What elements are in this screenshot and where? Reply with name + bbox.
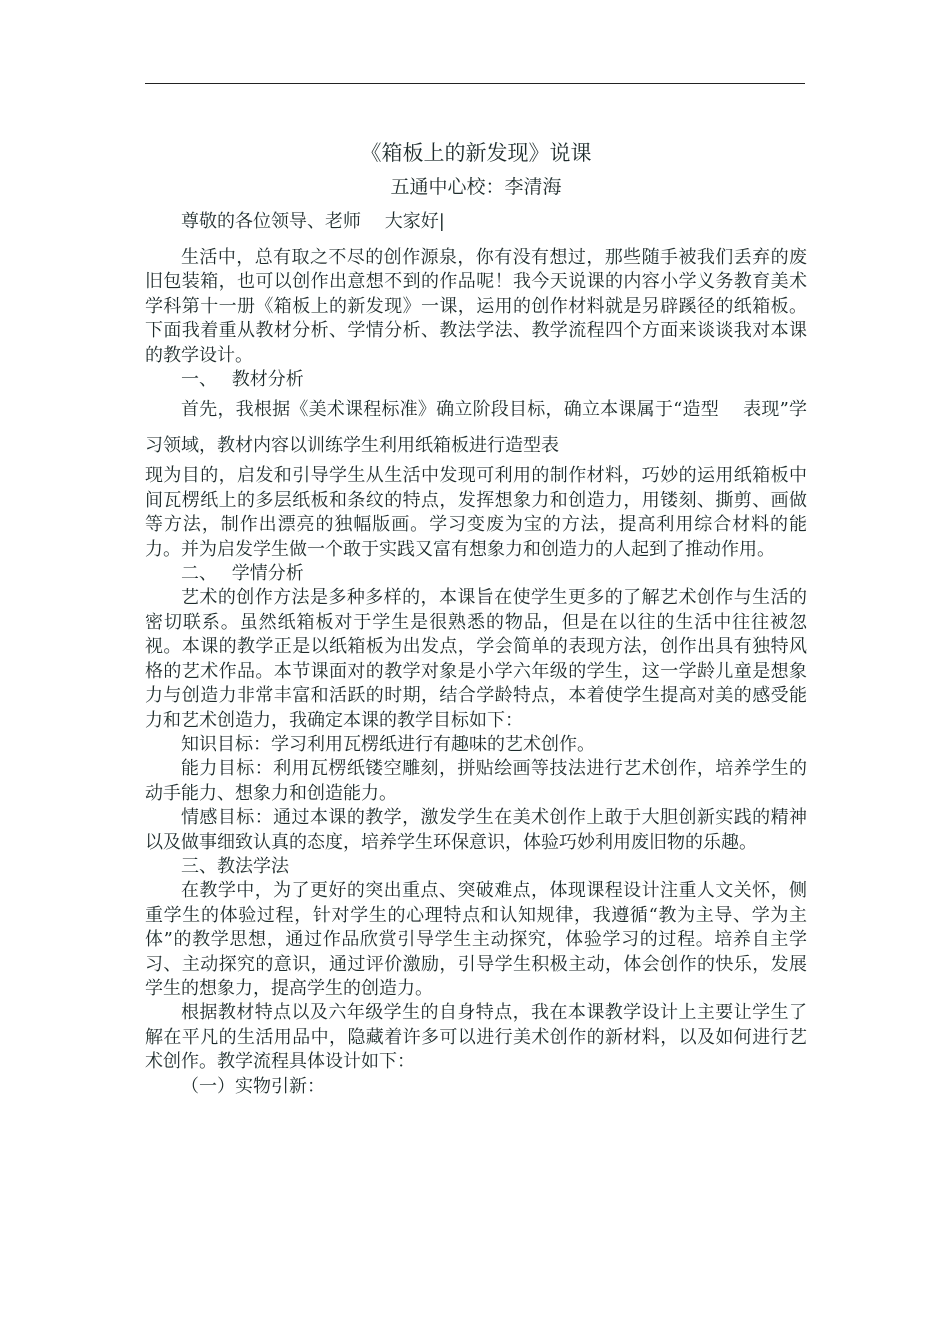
goal-knowledge: 知识目标：学习利用瓦楞纸进行有趣味的艺术创作。 [181,733,595,755]
document-author: 五通中心校：李清海 [390,176,562,198]
greeting: 尊敬的各位领导、老师 大家好| [181,211,445,232]
document-title: 《箱板上的新发现》说课 [360,141,592,165]
section-heading-students: 二、 学情分析 [181,563,304,585]
methods-paragraph: 在教学中，为了更好的突出重点、突破难点，体现课程设计注重人文关怀，侧重学生的体验过程，针对学生的心理特点和认知规律，我遵循“教为主导、学为主体”的教学思想，通过作品欣赏引导学生主动探究，体验学习的过程。培养自主学习、主动探究的意识，通过评价激励，引导学生积极主动，体会创作的快乐，发展学生的想象力，提高学生的创造力。 [145,880,807,999]
students-paragraph: 艺术的创作方法是多种多样的，本课旨在使学生更多的了解艺术创作与生活的密切联系。虽然纸箱板对于学生是很熟悉的物品，但是在以往的生活中往往被忽视。本课的教学正是以纸箱板为出发点，学会简单的表现方法，创作出具有独特风格的艺术作品。本节课面对的教学对象是小学六年级的学生，这一学龄儿童是想象力与创造力非常丰富和活跃的时期，结合学龄特点，本着使学生提高对美的感受能力和艺术创造力，我确定本课的教学目标如下： [145,587,807,731]
goal-ability: 能力目标：利用瓦楞纸镂空雕刻，拼贴绘画等技法进行艺术创作，培养学生的动手能力、想象力和创造能力。 [145,758,807,804]
material-paragraph-start: 首先，我根据《美术课程标准》确立阶段目标，确立本课属于“造型 表现”学习领域，教材内容以训练学生利用纸箱板进行造型表 [145,399,807,457]
material-paragraph-rest: 现为目的，启发和引导学生从生活中发现可利用的制作材料，巧妙的运用纸箱板中间瓦楞纸上的多层纸板和条纹的特点，发挥想象力和创造力，用镂刻、撕剪、画做等方法，制作出漂亮的独幅版画。学习变废为宝的方法，提高利用综合材料的能力。并为启发学生做一个敢于实践又富有想象力和创造力的人起到了推动作用。 [145,465,807,560]
step-heading-1: （一）实物引新： [181,1075,325,1097]
section-heading-material: 一、 教材分析 [181,369,304,391]
header-rule [145,83,805,84]
intro-paragraph: 生活中，总有取之不尽的创作源泉，你有没有想过，那些随手被我们丢弃的废旧包装箱，也可以创作出意想不到的作品呢！我今天说课的内容小学义务教育美术学科第十一册《箱板上的新发现》一课，运用的创作材料就是另辟蹊径的纸箱板。下面我着重从教材分析、学情分析、教法学法、教学流程四个方面来谈谈我对本课的教学设计。 [145,247,807,366]
document-body [145,128,807,1099]
goal-emotion: 情感目标：通过本课的教学，激发学生在美术创作上敢于大胆创新实践的精神以及做事细致认真的态度，培养学生环保意识，体验巧妙利用废旧物的乐趣。 [145,807,807,853]
section-heading-methods: 三、教法学法 [181,855,289,877]
design-paragraph: 根据教材特点以及六年级学生的自身特点，我在本课教学设计上主要让学生了解在平凡的生活用品中，隐藏着许多可以进行美术创作的新材料，以及如何进行艺术创作。教学流程具体设计如下： [145,1002,807,1073]
